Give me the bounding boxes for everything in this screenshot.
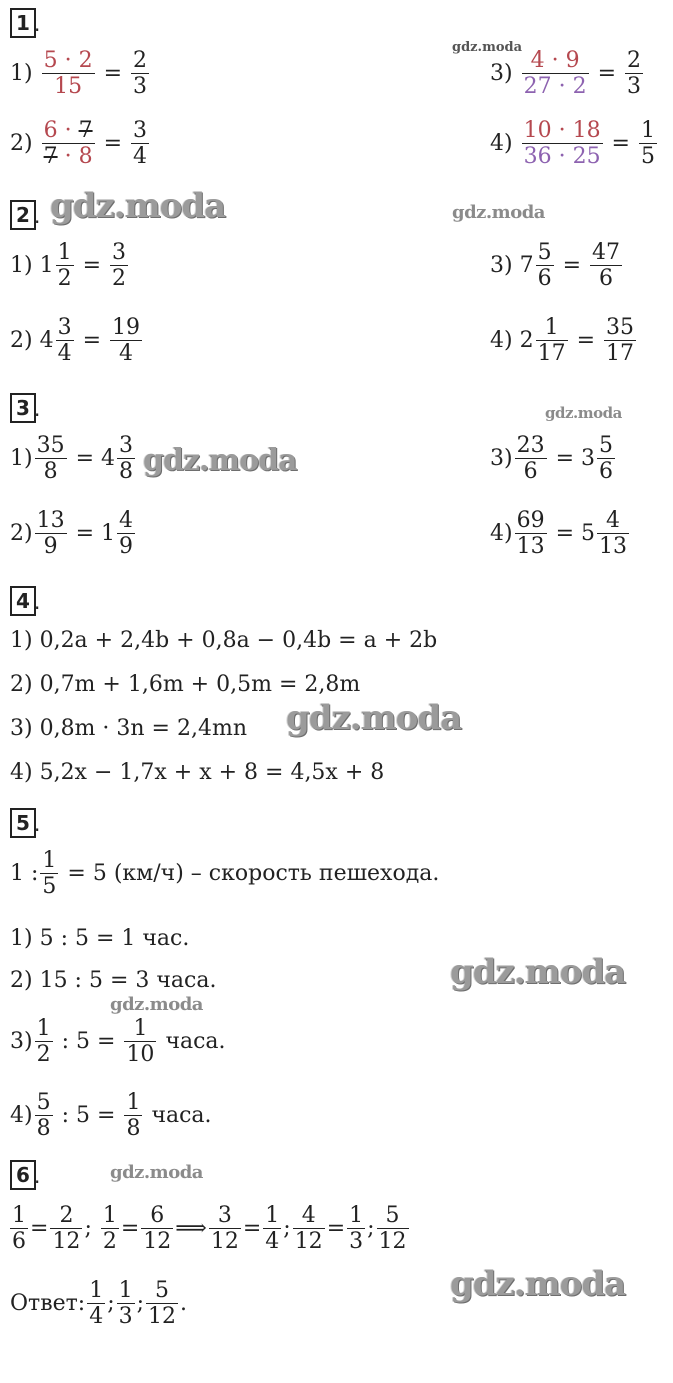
task4-line2: 2) 0,7m + 1,6m + 0,5m = 2,8m	[10, 672, 361, 697]
fraction: $\frac{5}{6}$	[537, 240, 552, 292]
task4-line3: 3) 0,8m · 3n = 2,4mn	[10, 716, 248, 741]
fraction: $\frac{1}{17}$	[537, 315, 566, 367]
whole-part: 4	[101, 446, 116, 472]
whole-part: 7	[519, 253, 534, 279]
item-label: 1)	[10, 61, 33, 87]
fraction-result: $\frac{47}{6}$	[592, 240, 621, 292]
item-label: 4)	[490, 521, 513, 547]
task4-line1: 1) 0,2a + 2,4b + 0,8a − 0,4b = a + 2b	[10, 628, 438, 653]
whole-part: 1	[101, 521, 116, 547]
fraction: $\frac{35}{8}$	[36, 433, 65, 485]
fraction: $\frac{4}{12}$	[294, 1203, 323, 1255]
unit-text: часа.	[151, 1103, 212, 1129]
watermark: gdz.moda	[450, 952, 626, 992]
item-label: 4)	[10, 1103, 33, 1129]
item-label: 2)	[10, 131, 33, 157]
item-label: 3)	[490, 253, 513, 279]
task2-item1: 1) 1 $\frac{1}{2}$ = $\frac{3}{2}$	[10, 240, 127, 292]
task1-item3: 3) $\frac{4 \cdot 9}{27 \cdot 2}$ = $\frac{2}{3}$	[490, 48, 641, 100]
fraction: $\frac{5}{12}$	[378, 1203, 407, 1255]
fraction-result: $\frac{4}{13}$	[599, 508, 628, 560]
task1-item1: 1) $\frac{5 \cdot 2}{15}$ = $\frac{2}{3}$	[10, 48, 147, 100]
fraction: $\frac{10 \cdot 18}{36 \cdot 25}$	[523, 118, 601, 170]
fraction-result: $\frac{1}{10}$	[126, 1016, 155, 1068]
unit-text: часа.	[165, 1029, 226, 1055]
item-label: 3)	[490, 61, 513, 87]
section-6-dot: .	[34, 1164, 41, 1188]
task5-line1: 1) 5 : 5 = 1 час.	[10, 926, 190, 951]
section-5-dot: .	[34, 812, 41, 836]
item-label: 1)	[10, 253, 33, 279]
watermark: gdz.moda	[143, 443, 297, 478]
watermark: gdz.moda	[545, 404, 622, 422]
task3-item4: 4) $\frac{69}{13}$ = 5 $\frac{4}{13}$	[490, 508, 628, 560]
section-4-dot: .	[34, 590, 41, 614]
item-label: 4)	[490, 328, 513, 354]
whole-part: 2	[519, 328, 534, 354]
section-1-dot: .	[34, 12, 41, 36]
operator-text: : 5 =	[61, 1103, 116, 1129]
fraction-result: $\frac{4}{9}$	[119, 508, 134, 560]
watermark: gdz.moda	[452, 40, 523, 55]
task2-item4: 4) 2 $\frac{1}{17}$ = $\frac{35}{17}$	[490, 315, 635, 367]
watermark: gdz.moda	[50, 186, 226, 226]
fraction-result: $\frac{1}{5}$	[640, 118, 655, 170]
section-4-number: 4	[10, 586, 36, 616]
fraction-result: $\frac{3}{4}$	[133, 118, 147, 170]
item-label: 2)	[10, 328, 33, 354]
task3-item2: 2) $\frac{13}{9}$ = 1 $\frac{4}{9}$	[10, 508, 134, 560]
whole-part: 5	[581, 521, 596, 547]
section-3-number: 3	[10, 393, 36, 423]
section-5-number: 5	[10, 808, 36, 838]
fraction-result: $\frac{2}{3}$	[133, 48, 147, 100]
whole-part: 3	[581, 446, 596, 472]
task1-item4: 4) $\frac{10 \cdot 18}{36 \cdot 25}$ = $\frac{1}{5}$	[490, 118, 655, 170]
item-label: 2)	[10, 521, 33, 547]
section-6-number: 6	[10, 1160, 36, 1190]
fraction: $\frac{3}{12}$	[210, 1203, 239, 1255]
fraction-result: $\frac{19}{4}$	[112, 315, 141, 367]
fraction: $\frac{1}{2}$	[36, 1016, 51, 1068]
fraction: $\frac{69}{13}$	[516, 508, 545, 560]
task5-line4	[10, 1090, 212, 1142]
fraction: $\frac{5 \cdot 2}{15}$	[43, 48, 93, 100]
fraction: $\frac{23}{6}$	[516, 433, 545, 485]
answer-label: Ответ:	[10, 1291, 86, 1317]
section-1-number: 1	[10, 8, 36, 38]
fraction-result: $\frac{2}{3}$	[627, 48, 641, 100]
fraction: $\frac{5}{12}$	[148, 1278, 177, 1330]
task1-item2: 2) $\frac{6 \cdot 7}{7 \cdot 8}$ = $\frac{3}{4}$	[10, 118, 147, 170]
fraction-result: $\frac{1}{8}$	[126, 1090, 141, 1142]
section-2-number: 2	[10, 200, 36, 230]
task5-line2: 2) 15 : 5 = 3 часа.	[10, 968, 217, 993]
fraction-result: $\frac{5}{6}$	[599, 433, 614, 485]
fraction: $\frac{13}{9}$	[36, 508, 65, 560]
task4-line4: 4) 5,2x − 1,7x + x + 8 = 4,5x + 8	[10, 760, 385, 785]
task2-item2: 2) 4 $\frac{3}{4}$ = $\frac{19}{4}$	[10, 315, 141, 367]
fraction: $\frac{6 \cdot 7}{7 \cdot 8}$	[43, 118, 93, 170]
task6-equation: $\frac{1}{6}$ = $\frac{2}{12}$ ; $\frac{1}{2}$ = $\frac{6}{12}$ ⟹ $\frac{3}{12}$ = $\frac{1}{4}$ ; $\frac{4}{12}$ = $\frac{1}{3}$ ; $\frac{5}{12}$	[12, 1203, 407, 1255]
fraction-result: $\frac{3}{2}$	[112, 240, 127, 292]
fraction: $\frac{1}{4}$	[265, 1203, 280, 1255]
watermark: gdz.moda	[286, 698, 462, 738]
task5-intro	[10, 848, 439, 900]
watermark: gdz.moda	[452, 202, 545, 223]
task3-item1: 1) $\frac{35}{8}$ = 4 $\frac{3}{8}$	[10, 433, 134, 485]
fraction: $\frac{1}{5}$	[42, 848, 57, 900]
item-label: 3)	[490, 446, 513, 472]
section-3-dot: .	[34, 397, 41, 421]
fraction: $\frac{5}{8}$	[36, 1090, 51, 1142]
whole-part: 1	[39, 253, 54, 279]
fraction: $\frac{1}{4}$	[89, 1278, 104, 1330]
fraction: $\frac{2}{12}$	[52, 1203, 81, 1255]
whole-part: 4	[39, 328, 54, 354]
fraction: $\frac{3}{4}$	[57, 315, 72, 367]
fraction: $\frac{1}{2}$	[102, 1203, 117, 1255]
task2-item3: 3) 7 $\frac{5}{6}$ = $\frac{47}{6}$	[490, 240, 621, 292]
watermark: gdz.moda	[450, 1264, 626, 1304]
watermark: gdz.moda	[110, 994, 203, 1015]
intro-tail: = 5 (км/ч) – скорость пешехода.	[67, 861, 440, 887]
fraction: $\frac{1}{3}$	[349, 1203, 364, 1255]
fraction-result: $\frac{35}{17}$	[606, 315, 635, 367]
item-label: 3)	[10, 1029, 33, 1055]
item-label: 4)	[490, 131, 513, 157]
task5-line3	[10, 1016, 226, 1068]
task6-answer: Ответ: $\frac{1}{4}$ ; $\frac{1}{3}$ ; $\frac{5}{12}$ .	[10, 1278, 188, 1330]
section-2-dot: .	[34, 204, 41, 228]
fraction: $\frac{4 \cdot 9}{27 \cdot 2}$	[523, 48, 587, 100]
fraction: $\frac{1}{3}$	[118, 1278, 133, 1330]
fraction: $\frac{1}{6}$	[12, 1203, 26, 1255]
fraction: $\frac{1}{2}$	[57, 240, 72, 292]
operator-text: : 5 =	[61, 1029, 116, 1055]
task3-item3: 3) $\frac{23}{6}$ = 3 $\frac{5}{6}$	[490, 433, 614, 485]
intro-lead: 1 :	[10, 861, 39, 887]
watermark: gdz.moda	[110, 1162, 203, 1183]
item-label: 1)	[10, 446, 33, 472]
fraction: $\frac{6}{12}$	[143, 1203, 172, 1255]
fraction-result: $\frac{3}{8}$	[119, 433, 134, 485]
